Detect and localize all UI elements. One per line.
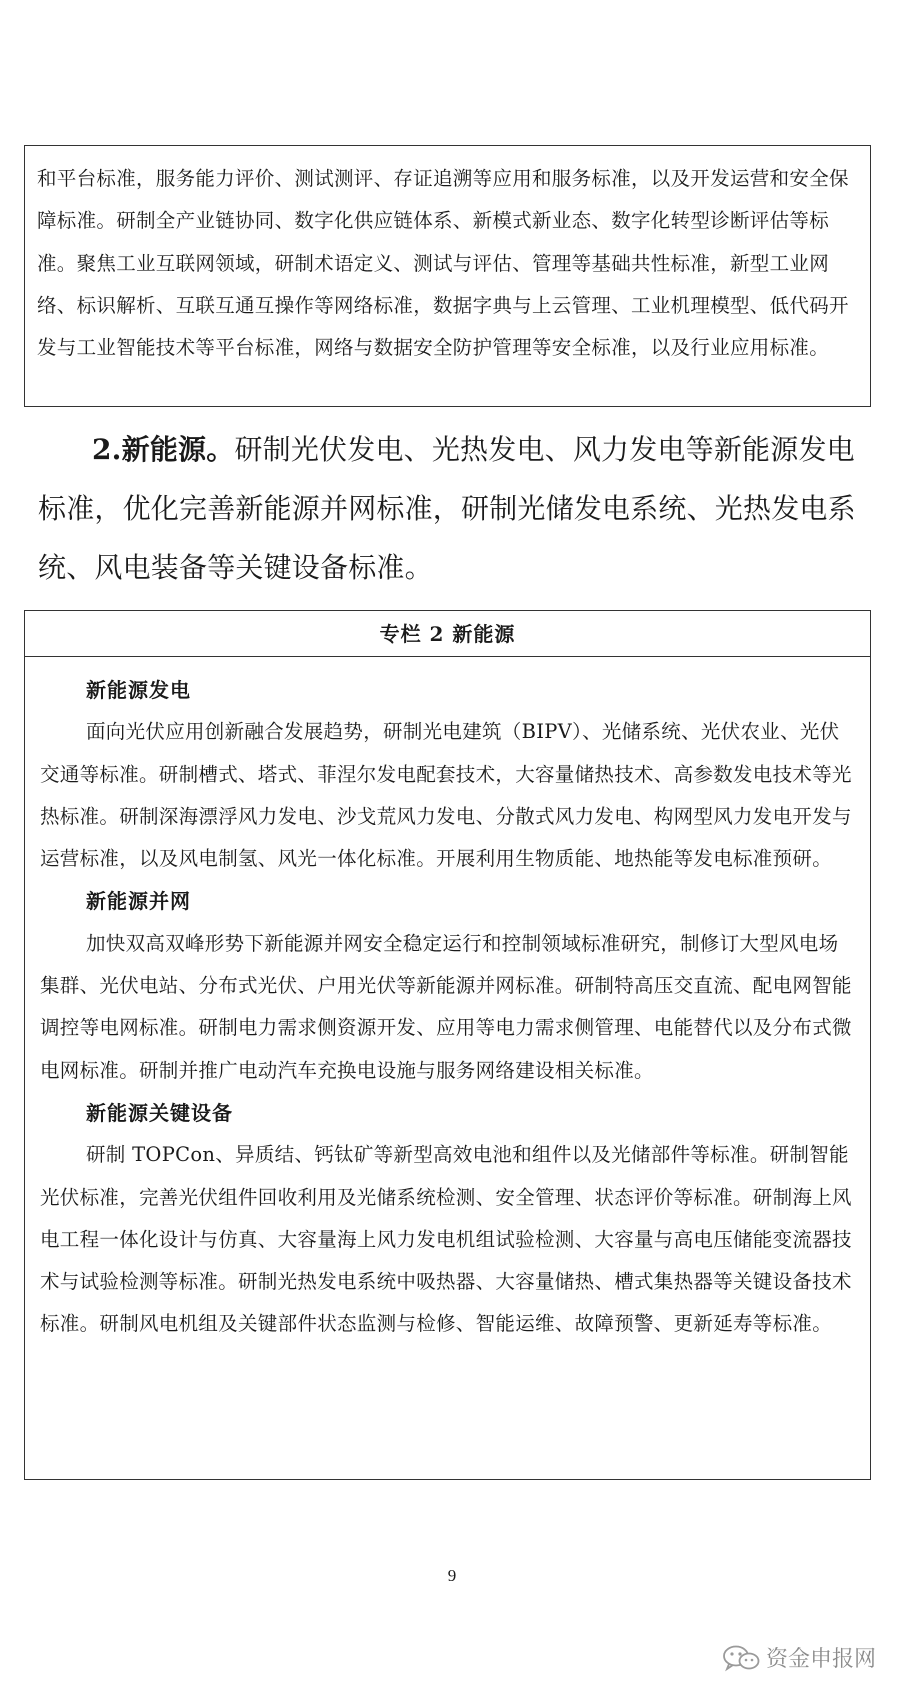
subsection-text-equipment: 研制 TOPCon、异质结、钙钛矿等新型高效电池和组件以及光储部件等标准。研制智能光伏标准，完善光伏组件回收利用及光储系统检测、安全管理、状态评价等标准。研制海上风电工程一体化设计与仿真、大容量海上风力发电机组试验检测、大容量与高电压储能变流器技术与试验检测等标准。研制光热发电系统中吸热器、大容量储热、槽式集热器等关键设备技术标准。研制风电机组及关键部件状态监测与检修、智能运维、故障预警、更新延寿等标准。 — [40, 1143, 852, 1336]
section-intro-body: 研制光伏发电、光热发电、风力发电等新能源发电标准，优化完善新能源并网标准，研制光储发电系统、光热发电系统、风电装备等关键设备标准。 — [38, 433, 856, 584]
column-box — [24, 610, 871, 1480]
section-heading: 2.新能源。 — [92, 433, 235, 466]
subsection-heading-generation: 新能源发电 — [86, 678, 191, 702]
watermark-text: 资金申报网 — [765, 1647, 876, 1672]
section-intro — [38, 420, 868, 597]
continued-text-box — [24, 145, 871, 407]
subsection-heading-equipment: 新能源关键设备 — [86, 1100, 233, 1125]
column-title: 专栏 2 新能源 — [25, 611, 870, 657]
watermark — [722, 1642, 876, 1673]
continued-paragraph: 和平台标准，服务能力评价、测试测评、存证追溯等应用和服务标准，以及开发运营和安全保障标准。研制全产业链协同、数字化供应链体系、新模式新业态、数字化转型诊断评估等标准。聚焦工业互联网领域，研制术语定义、测试与评估、管理等基础共性标准，新型工业网络、标识解析、互联互通互操作等网络标准，数据字典与上云管理、工业机理模型、低代码开发与工业智能技术等平台标准，网络与数据安全防护管理等安全标准，以及行业应用标准。 — [37, 167, 849, 360]
subsection-text-grid: 加快双高双峰形势下新能源并网安全稳定运行和控制领域标准研究，制修订大型风电场集群、光伏电站、分布式光伏、户用光伏等新能源并网标准。研制特高压交直流、配电网智能调控等电网标准。研制电力需求侧资源开发、应用等电力需求侧管理、电能替代以及分布式微电网标准。研制并推广电动汽车充换电设施与服务网络建设相关标准。 — [40, 931, 852, 1082]
column-content — [25, 657, 870, 1346]
page-number: 9 — [447, 1566, 457, 1585]
subsection-text-generation: 面向光伏应用创新融合发展趋势，研制光电建筑（BIPV）、光储系统、光伏农业、光伏交通等标准。研制槽式、塔式、菲涅尔发电配套技术，大容量储热技术、高参数发电技术等光热标准。研制深海漂浮风力发电、沙戈荒风力发电、分散式风力发电、构网型风力发电开发与运营标准，以及风电制氢、风光一体化标准。开展利用生物质能、地热能等发电标准预研。 — [40, 720, 852, 871]
subsection-heading-grid: 新能源并网 — [86, 889, 191, 914]
wechat-icon — [722, 1644, 760, 1672]
